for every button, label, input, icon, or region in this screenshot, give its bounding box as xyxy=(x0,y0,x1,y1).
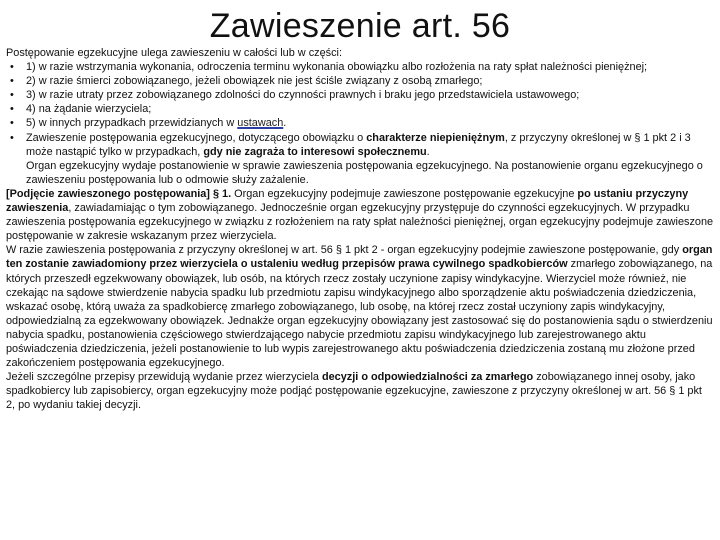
podjecie-bold: po ustaniu przyczyny zawieszenia xyxy=(6,187,689,215)
bullet-item-3: • 3) w razie utraty przez zobowiązanego zdolności do czynności prawnych i braku jego przedstawiciela ustawowego; xyxy=(6,88,714,102)
bullet-item-5 xyxy=(6,116,714,130)
bullet-item-4: • 4) na żądanie wierzyciela; xyxy=(6,102,714,116)
page-title: Zawieszenie art. 56 xyxy=(209,7,511,45)
szczegolne-paragraph xyxy=(6,370,714,412)
smierc-text-1: W razie zawieszenia postępowania z przyczyny określonej w art. 56 § 1 pkt 2 - organ egzekucyjny podejmie zawieszone postępowanie, gdy xyxy=(6,244,683,257)
slide-content xyxy=(6,46,714,412)
podjecie-paragraph xyxy=(6,187,714,243)
ustawach-link[interactable]: ustawach xyxy=(237,117,284,130)
podjecie-text-1: Organ egzekucyjny podejmuje zawieszone postępowanie egzekucyjne xyxy=(231,187,578,200)
bullet-6-text-a: Zawieszenie postępowania egzekucyjnego, dotyczącego obowiązku o xyxy=(26,131,367,144)
bullet-5-text: 5) w innych przypadkach przewidzianych w xyxy=(26,117,238,130)
bullet-6-bold-1: charakterze niepieniężnym xyxy=(366,131,505,144)
bullet-6-bold-2: gdy nie zagraża to interesowi społecznemu xyxy=(203,145,427,158)
smierc-bold: organ ten zostanie zawiadomiony przez wierzyciela o ustaleniu według przepisów prawa cywilnego spadkobierców xyxy=(6,244,713,271)
szczegolne-text-1: Jeżeli szczególne przepisy przewidują wydanie przez wierzyciela xyxy=(6,371,322,384)
bullet-item-2: • 2) w razie śmierci zobowiązanego, jeżeli obowiązek nie jest ściśle związany z osobą zmarłego; xyxy=(6,74,714,88)
bullet-6-text-b: , z przyczyny określonej w § 1 pkt 2 i 3 może nastąpić tylko w przypadkach, xyxy=(26,131,691,158)
szczegolne-bold: decyzji o odpowiedzialności za zmarłego xyxy=(321,371,534,384)
podjecie-label: [Podjęcie zawieszonego postępowania] § 1. xyxy=(6,187,232,200)
podjecie-text-2: , zawiadamiając o tym zobowiązanego. Jednocześnie organ egzekucyjny przystępuje do czynności egzekucyjnych. W przypadku zawieszenia postępowania egzekucyjnego w związku z rozłożeniem na raty spłat należności pieniężnej, organ egzekucyjny podejmuje zawieszone postępowanie w zakresie wskazanym przez wierzyciela. xyxy=(6,202,714,243)
bullet-5-end: . xyxy=(283,117,287,130)
szczegolne-text-2: zobowiązanego innej osoby, jako spadkobiercy lub zapisobiercy, organ egzekucyjny może podjąć postępowanie egzekucyjne, zawieszone z przyczyny określonej w art. 56 § 1 pkt 2, po wydaniu takiej decyzji. xyxy=(6,371,702,412)
intro-text: Postępowanie egzekucyjne ulega zawieszeniu w całości lub w części: xyxy=(6,47,342,59)
bullet-item-1: • 1) w razie wstrzymania wykonania, odroczenia terminu wykonania obowiązku albo rozłożenia na raty spłat należności pieniężnej; xyxy=(6,60,714,74)
smierc-text-2: zmarłego zobowiązanego, na których przeszedł egzekwowany obowiązek, lub osób, na których rzecz zostały uczynione zapisy windykacyjne. Wierzyciel może również, nie czekając na sądowe stwierdzenie nabycia spadku lub przedmiotu zapisu windykacyjnego albo sporządzenie aktu poświadczenia dziedziczenia, wskazać osobę, którą uważa za spadkobiercę zmarłego zobowiązanego, lub osobę, na której rzecz został uczyniony zapis windykacyjny, odpowiedzialną za egzekwowany obowiązek. Jednakże organ egzekucyjny obowiązany jest zastosować się do postanowienia sądu o stwierdzeniu nabycia spadku, postanowienia częściowego stwierdzającego nabycie przedmiotu zapisu windykacyjnego lub zarejestrowanego aktu poświadczenia dziedziczenia, jeżeli postanowienie to lub wypis zarejestrowanego aktu poświadczenia dziedziczenia zostaną mu złożone przed zakończeniem postępowania egzekucyjnego. xyxy=(6,258,713,370)
bullet-item-6 xyxy=(6,131,714,159)
bullet-6-text-c: . xyxy=(426,145,430,158)
organ-note: Organ egzekucyjny wydaje postanowienie w sprawie zawieszenia postępowania egzekucyjnego. Na postanowienie organu egzekucyjnego o zawieszeniu postępowania lub o odmowie służy zażalenie. xyxy=(26,159,703,186)
smierc-paragraph xyxy=(6,243,714,370)
